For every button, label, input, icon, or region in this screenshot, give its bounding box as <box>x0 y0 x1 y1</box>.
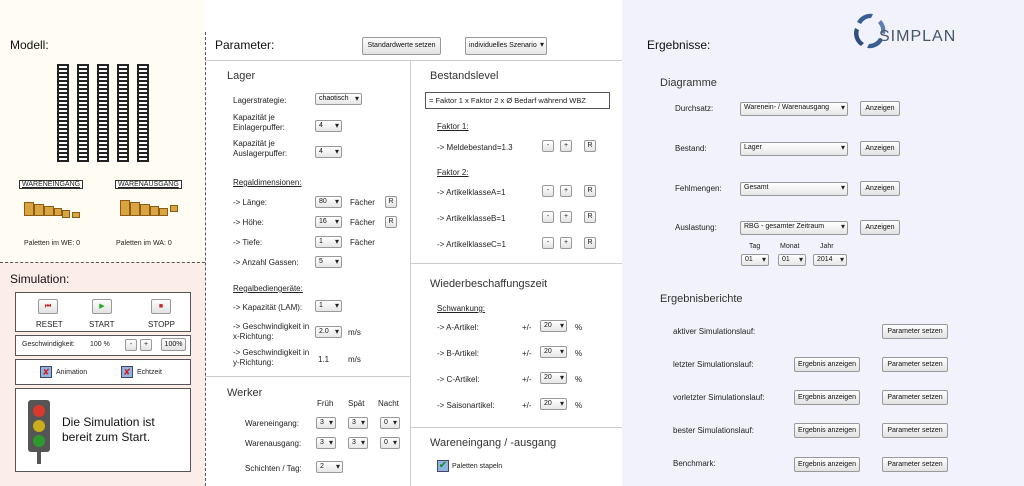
tiefe-label: -> Tiefe: <box>233 238 263 247</box>
klasse-a-minus-button[interactable]: - <box>542 185 554 197</box>
klasse-c-plus-button[interactable]: + <box>560 237 572 249</box>
wbz-a-select[interactable]: 20 ▾ <box>540 320 567 332</box>
durchsatz-label: Durchsatz: <box>675 104 714 113</box>
wbz-c-label: -> C-Artikel: <box>437 375 480 384</box>
bestand-select[interactable]: Lager ▾ <box>740 142 848 156</box>
wbz-saison-pm: +/- <box>522 401 532 410</box>
meldebestand-label: -> Meldebestand=1.3 <box>437 143 513 152</box>
bestand-title: Bestandslevel <box>430 70 499 82</box>
vorletzter-parameter-button[interactable]: Parameter setzen <box>882 390 948 405</box>
wbz-c-select[interactable]: 20 ▾ <box>540 372 567 384</box>
wbz-b-unit: % <box>575 349 583 358</box>
wewa-title: Wareneingang / -ausgang <box>430 437 557 449</box>
gassen-label: -> Anzahl Gassen: <box>233 258 299 267</box>
stopp-button[interactable] <box>151 299 171 314</box>
kapazitaet-label: -> Kapazität (LAM): <box>233 303 303 312</box>
we-count: Paletten im WE: 0 <box>24 240 81 247</box>
status-text: Die Simulation ist bereit zum Start. <box>62 415 155 444</box>
tiefe-select[interactable]: 1 ▾ <box>315 236 342 248</box>
schwankung-title: Schwankung: <box>437 304 486 313</box>
auslastung-select[interactable]: RBG - gesamter Zeitraum ▾ <box>740 221 848 235</box>
werker-wa-nacht-select[interactable]: 0 ▾ <box>380 437 400 449</box>
speed-plus-button[interactable]: + <box>140 339 152 351</box>
gy-label: -> Geschwindigkeit in y-Richtung: <box>233 348 310 367</box>
divider <box>205 32 206 486</box>
reset-icon: ⏮ <box>44 303 52 310</box>
scenario-select[interactable]: individuelles Szenario ▾ <box>465 37 547 55</box>
klasse-a-plus-button[interactable]: + <box>560 185 572 197</box>
frueh-header: Früh <box>317 399 334 408</box>
werker-we-label: Wareneingang: <box>245 419 299 428</box>
speed-value: 100 % <box>90 341 110 348</box>
werker-wa-label: Warenausgang: <box>245 439 302 448</box>
klasse-c-minus-button[interactable]: - <box>542 237 554 249</box>
fehlmengen-select[interactable]: Gesamt ▾ <box>740 182 848 196</box>
auslager-label: Kapazität je Auslagerpuffer: <box>233 139 288 158</box>
rack-aisle-4 <box>117 64 129 162</box>
diagramme-title: Diagramme <box>660 77 717 89</box>
animation-label: Animation <box>56 369 88 376</box>
fehlmengen-anzeigen-button[interactable]: Anzeigen <box>860 181 900 196</box>
paletten-label: Paletten stapeln <box>452 463 503 470</box>
rbg-title: Regalbediengeräte: <box>233 284 303 293</box>
hoehe-unit: Fächer <box>350 218 375 227</box>
rack-aisle-1 <box>57 64 69 162</box>
separator <box>205 60 622 61</box>
tiefe-unit: Fächer <box>350 238 375 247</box>
ergebnisse-title: Ergebnisse: <box>647 38 711 52</box>
einlager-select[interactable]: 4 ▾ <box>315 120 342 132</box>
wbz-b-pm: +/- <box>522 349 532 358</box>
laenge-select[interactable]: 80 ▾ <box>315 196 342 208</box>
bester-ergebnis-button[interactable]: Ergebnis anzeigen <box>794 423 860 438</box>
bestand-formula: = Faktor 1 x Faktor 2 x Ø Bedarf während WBZ <box>425 92 610 109</box>
traffic-light-icon <box>28 400 50 452</box>
lagerstrategie-label: Lagerstrategie: <box>233 96 287 105</box>
simplan-logo <box>851 8 981 56</box>
durchsatz-select[interactable]: Warenein- / Warenausgang ▾ <box>740 102 848 116</box>
aktiver-parameter-button[interactable]: Parameter setzen <box>882 324 948 339</box>
klasse-c-label: -> ArtikelklasseC=1 <box>437 240 506 249</box>
schichten-label: Schichten / Tag: <box>245 464 302 473</box>
werker-wa-frueh-select[interactable]: 3 ▾ <box>316 437 336 449</box>
faktor1-title: Faktor 1: <box>437 122 469 131</box>
auslastung-anzeigen-button[interactable]: Anzeigen <box>860 220 900 235</box>
faktor2-title: Faktor 2: <box>437 168 469 177</box>
speed-label: Geschwindigkeit: <box>22 341 75 348</box>
separator <box>410 263 622 264</box>
wa-count: Paletten im WA: 0 <box>116 240 172 247</box>
wbz-c-pm: +/- <box>522 375 532 384</box>
durchsatz-anzeigen-button[interactable]: Anzeigen <box>860 101 900 116</box>
lager-title: Lager <box>227 70 256 82</box>
gx-label: -> Geschwindigkeit in x-Richtung: <box>233 322 310 341</box>
rack-aisle-2 <box>77 64 89 162</box>
wbz-c-unit: % <box>575 375 583 384</box>
benchmark-label: Benchmark: <box>673 459 716 468</box>
letzter-ergebnis-button[interactable]: Ergebnis anzeigen <box>794 357 860 372</box>
reset-label: RESET <box>36 320 63 329</box>
auslager-select[interactable]: 4 ▾ <box>315 146 342 158</box>
bestand-anzeigen-button[interactable]: Anzeigen <box>860 141 900 156</box>
separator <box>410 60 411 486</box>
einlager-label: Kapazität je Einlagerpuffer: <box>233 113 285 132</box>
monat-select[interactable]: 01 ▾ <box>778 254 806 266</box>
paletten-checkbox[interactable] <box>437 460 449 472</box>
wbz-a-unit: % <box>575 323 583 332</box>
traffic-light-pole <box>37 452 41 464</box>
klasse-a-reset-button[interactable]: R <box>584 185 596 197</box>
klasse-b-label: -> ArtikelklasseB=1 <box>437 214 506 223</box>
stop-icon: ■ <box>158 303 164 310</box>
gassen-select[interactable]: 5 ▾ <box>315 256 342 268</box>
benchmark-parameter-button[interactable]: Parameter setzen <box>882 457 948 472</box>
gx-select[interactable]: 2.0 ▾ <box>315 326 342 338</box>
jahr-label: Jahr <box>820 243 834 250</box>
laenge-reset-button[interactable]: R <box>385 196 397 208</box>
rack-aisle-3 <box>97 64 109 162</box>
schichten-select[interactable]: 2 ▾ <box>316 461 343 473</box>
wbz-saison-select[interactable]: 20 ▾ <box>540 398 567 410</box>
start-label: START <box>89 320 115 329</box>
melde-minus-button[interactable]: - <box>542 140 554 152</box>
wbz-b-select[interactable]: 20 ▾ <box>540 346 567 358</box>
check-icon: ✘ <box>42 367 50 377</box>
wareneingang-tag: WARENEINGANG <box>19 180 83 189</box>
start-button[interactable] <box>92 299 112 314</box>
speed-100-button[interactable]: 100% <box>161 338 186 351</box>
wbz-saison-unit: % <box>575 401 583 410</box>
wbz-a-label: -> A-Artikel: <box>437 323 479 332</box>
auslastung-label: Auslastung: <box>675 223 717 232</box>
kapazitaet-select[interactable]: 1 ▾ <box>315 300 342 312</box>
tag-select[interactable]: 01 ▾ <box>741 254 769 266</box>
tag-label: Tag <box>749 243 761 250</box>
echtzeit-label: Echtzeit <box>137 369 162 376</box>
melde-reset-button[interactable]: R <box>584 140 596 152</box>
hoehe-select[interactable]: 16 ▾ <box>315 216 342 228</box>
aktiver-lauf-label: aktiver Simulationslauf: <box>673 327 756 336</box>
fehlmengen-label: Fehlmengen: <box>675 184 722 193</box>
regal-title: Regaldimensionen: <box>233 178 302 187</box>
vorletzter-ergebnis-button[interactable]: Ergebnis anzeigen <box>794 390 860 405</box>
reset-button[interactable] <box>38 299 58 314</box>
parameter-title: Parameter: <box>215 38 275 52</box>
gy-value: 1.1 <box>318 355 330 364</box>
spaet-header: Spät <box>348 399 365 408</box>
benchmark-ergebnis-button[interactable]: Ergebnis anzeigen <box>794 457 860 472</box>
laenge-label: -> Länge: <box>233 198 268 207</box>
klasse-b-minus-button[interactable]: - <box>542 211 554 223</box>
wbz-b-label: -> B-Artikel: <box>437 349 480 358</box>
werker-title: Werker <box>227 387 263 399</box>
stopp-label: STOPP <box>148 320 175 329</box>
divider <box>0 262 205 263</box>
berichte-title: Ergebnisberichte <box>660 293 743 305</box>
simplan-logo-text: SIMPLAN <box>879 28 957 45</box>
bester-parameter-button[interactable]: Parameter setzen <box>882 423 948 438</box>
klasse-c-reset-button[interactable]: R <box>584 237 596 249</box>
separator <box>410 427 622 428</box>
werker-wa-spaet-select[interactable]: 3 ▾ <box>348 437 368 449</box>
standardwerte-button[interactable]: Standardwerte setzen <box>362 37 441 55</box>
klasse-a-label: -> ArtikelklasseA=1 <box>437 188 506 197</box>
letzter-lauf-label: letzter Simulationslauf: <box>673 360 754 369</box>
echtzeit-checkbox[interactable] <box>121 366 133 378</box>
wbz-a-pm: +/- <box>522 323 532 332</box>
wbz-saison-label: -> Saisonartikel: <box>437 401 495 410</box>
gx-unit: m/s <box>348 328 361 337</box>
werker-we-spaet-select[interactable]: 3 ▾ <box>348 417 368 429</box>
monat-label: Monat <box>780 243 800 250</box>
separator <box>205 376 410 377</box>
simulation-title: Simulation: <box>10 272 70 286</box>
gy-unit: m/s <box>348 355 361 364</box>
bester-lauf-label: bester Simulationslauf: <box>673 426 754 435</box>
jahr-select[interactable]: 2014 ▾ <box>813 254 847 266</box>
melde-plus-button[interactable]: + <box>560 140 572 152</box>
rack-aisle-5 <box>137 64 149 162</box>
speed-minus-button[interactable]: - <box>125 339 137 351</box>
nacht-header: Nacht <box>378 399 399 408</box>
klasse-b-plus-button[interactable]: + <box>560 211 572 223</box>
animation-checkbox[interactable] <box>40 366 52 378</box>
klasse-b-reset-button[interactable]: R <box>584 211 596 223</box>
check-icon: ✘ <box>123 367 131 377</box>
bestand-label: Bestand: <box>675 144 707 153</box>
hoehe-label: -> Höhe: <box>233 218 264 227</box>
laenge-unit: Fächer <box>350 198 375 207</box>
check-icon: ✔ <box>438 460 448 471</box>
werker-we-frueh-select[interactable]: 3 ▾ <box>316 417 336 429</box>
letzter-parameter-button[interactable]: Parameter setzen <box>882 357 948 372</box>
wbz-title: Wiederbeschaffungszeit <box>430 278 548 290</box>
werker-we-nacht-select[interactable]: 0 ▾ <box>380 417 400 429</box>
lagerstrategie-select[interactable]: chaotisch ▾ <box>315 93 362 105</box>
modell-title: Modell: <box>10 38 49 52</box>
vorletzter-lauf-label: vorletzter Simulationslauf: <box>673 393 765 402</box>
warenausgang-tag: WARENAUSGANG <box>115 180 182 189</box>
hoehe-reset-button[interactable]: R <box>385 216 397 228</box>
play-icon: ▶ <box>99 303 105 310</box>
